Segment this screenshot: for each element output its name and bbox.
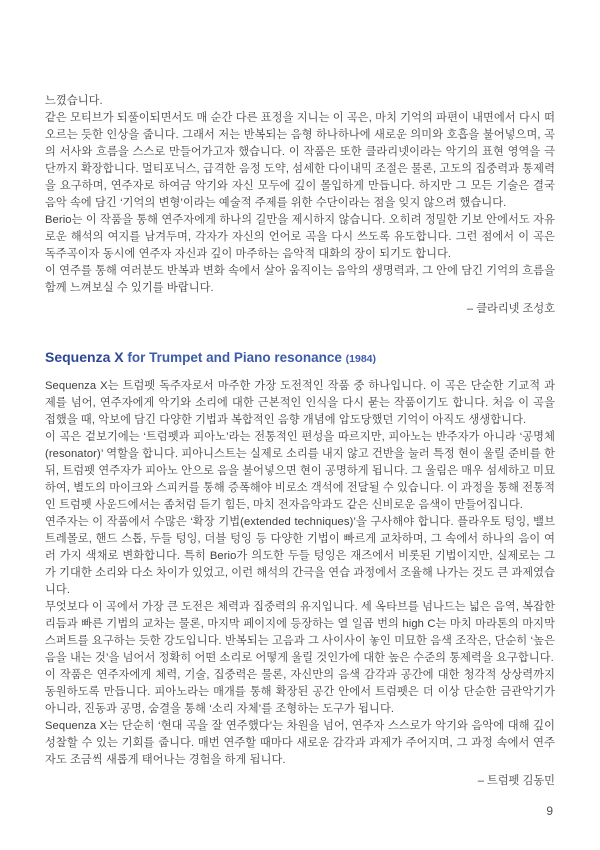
clarinet-note-section [45,93,555,318]
piece-title-year: (1984) [345,353,376,365]
trumpet-note-paragraph: Sequenza X는 단순히 ‘현대 곡을 잘 연주했다’는 차원을 넘어, 연주자 스스로가 악기와 음악에 대해 깊이 성찰할 수 있는 기회를 줍니다. 매번 연주할 때마다 새로운 감각과 과제가 주어지며, 그 과정 속에서 연주자도 조금씩 새롭게 태어나는 경험을 하게 됩니다. [45,720,555,766]
clarinet-note-paragraph: 느꼈습니다. [45,95,103,107]
trumpet-note-paragraph: 무엇보다 이 곡에서 가장 큰 도전은 체력과 집중력의 유지입니다. 세 옥타브를 넘나드는 넓은 음역, 복잡한 리듬과 빠른 기법의 교차는 물론, 마지막 페이지에 등장하는 열 일곱 번의 high C는 마치 마라톤의 마지막 스퍼트를 요구하는 듯한 강도입니다. 반복되는 고음과 그 사이사이 놓인 미묘한 음색 조작은, 단순히 ‘높은 음을 내는 것’을 넘어서 정확히 어떤 소리로 어떻게 울릴 것인가에 대한 높은 수준의 통제력을 요구합니다. [45,601,555,664]
trumpet-note-section [45,378,555,790]
clarinet-note-paragraph: 이 연주를 통해 여러분도 반복과 변화 속에서 살아 움직이는 음악의 생명력과, 그 안에 담긴 기억의 흐름을 함께 느껴보실 수 있기를 바랍니다. [45,265,555,294]
clarinet-note-paragraph: 같은 모티브가 되풀이되면서도 매 순간 다른 표정을 지니는 이 곡은, 마치 기억의 파편이 내면에서 다시 떠오르는 듯한 인상을 줍니다. 그래서 저는 반복되는 음형 하나하나에 새로운 의미와 호흡을 불어넣으며, 곡의 서사와 흐름을 스스로 만들어가고자 했습니다. 이 작품은 또한 클라리넷이라는 악기의 표현 영역을 극단까지 확장합니다. 멀티포닉스, 급격한 음정 도약, 섬세한 다이내믹 조절은 물론, 고도의 집중력과 통제력을 요구하며, 연주자로 하여금 악기와 자신 모두에 깊이 몰입하게 만듭니다. 하지만 그 모든 기술은 결국 음악 속에 담긴 ‘기억의 변형’이라는 예술적 주제를 위한 수단이라는 점을 잊지 않으려 했습니다. [45,112,555,209]
piece-title [45,345,555,369]
page-number: 9 [546,804,553,818]
clarinet-note-paragraph: Berio는 이 작품을 통해 연주자에게 하나의 길만을 제시하지 않습니다. 오히려 정밀한 기보 안에서도 자유로운 해석의 여지를 남겨두며, 각자가 자신의 언어로 곡을 다시 쓰도록 유도합니다. 그런 점에서 이 곡은 독주곡이자 동시에 연주자 자신과 깊이 마주하는 음악적 대화의 장이 되기도 합니다. [45,214,555,260]
trumpet-note-paragraph: 이 작품은 연주자에게 체력, 기술, 집중력은 물론, 자신만의 음색 감각과 공간에 대한 청각적 상상력까지 동원하도록 만듭니다. 피아노라는 매개를 통해 확장된 공간 안에서 트럼펫은 더 이상 단순한 금관악기가 아니라, 진동과 공명, 숨결을 통해 ‘소리 자체’를 조형하는 도구가 됩니다. [45,669,555,715]
piece-title-main: Sequenza X [45,349,124,365]
piece-title-sub: for Trumpet and Piano resonance [123,350,346,365]
page-content [45,93,555,790]
trumpet-signature: – 트럼펫 김동민 [477,775,555,787]
trumpet-note-paragraph: 이 곡은 겉보기에는 ‘트럼펫과 피아노’라는 전통적인 편성을 따르지만, 피아노는 반주자가 아니라 ‘공명체(resonator)’ 역할을 합니다. 피아니스트는 실제로 소리를 내지 않고 건반을 눌러 특정 현이 울릴 준비를 한 뒤, 트럼펫 연주자가 피아노 안으로 음을 불어넣으면 현이 공명하게 됩니다. 그 울림은 매우 섬세하고 미묘하여, 별도의 마이크와 스피커를 통해 증폭해야 비로소 객석에 전달될 수 있습니다. 이 과정을 통해 전통적인 트럼펫 사운드에서는 좀처럼 듣기 힘든, 마치 전자음악과도 같은 신비로운 음색이 만들어집니다. [45,431,555,511]
trumpet-note-paragraph: 연주자는 이 작품에서 수많은 ‘확장 기법(extended techniques)’을 구사해야 합니다. 플라우토 텅잉, 밸브 트레몰로, 핸드 스톱, 두들 텅잉, 더블 텅잉 등 다양한 기법이 빠르게 교차하며, 그 속에서 하나의 음이 여러 가지 색채로 변화합니다. 특히 Berio가 의도한 두들 텅잉은 재즈에서 비롯된 기법이지만, 실제로는 그가 기대한 소리와 다소 차이가 있었고, 이런 해석의 간극을 연습 과정에서 조율해 나가는 것도 큰 과제였습니다. [45,516,555,596]
clarinet-signature: – 클라리넷 조성호 [466,303,555,315]
trumpet-note-paragraph: Sequenza X는 트럼펫 독주자로서 마주한 가장 도전적인 작품 중 하나입니다. 이 곡은 단순한 기교적 과제를 넘어, 연주자에게 악기와 소리에 대한 근본적인 인식을 다시 묻는 작품이기도 합니다. 처음 이 곡을 접했을 때, 악보에 담긴 다양한 기법과 복합적인 음향 개념에 압도당했던 기억이 아직도 생생합니다. [45,380,555,426]
